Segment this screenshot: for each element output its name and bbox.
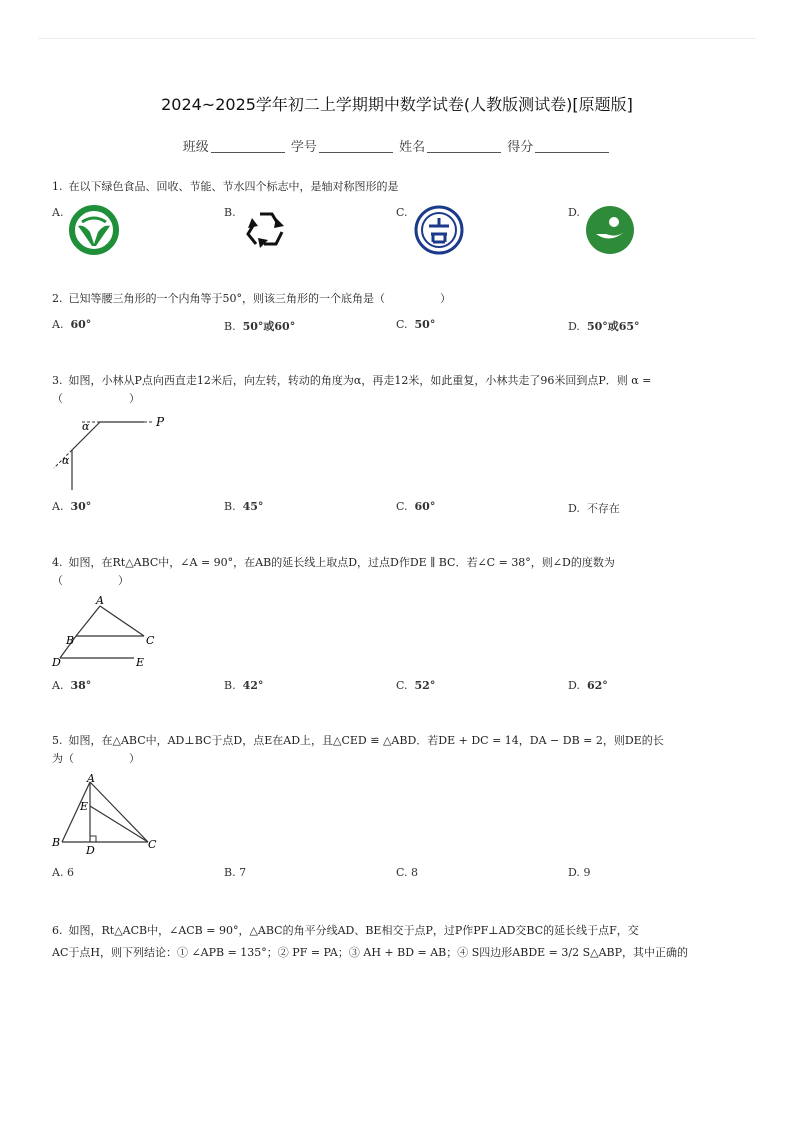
option-value: 不存在 (586, 502, 620, 515)
answer-blank: （ ） (52, 392, 140, 405)
option-value: 45° (242, 500, 264, 513)
name-blank[interactable] (427, 152, 501, 153)
question-6 (52, 920, 742, 964)
question-number: 5. (52, 734, 63, 747)
answer-blank: （ ） (52, 574, 129, 587)
option-value: 50° (414, 318, 436, 331)
point-e-label: E (136, 656, 145, 669)
option-d[interactable] (568, 866, 590, 879)
point-c-label: C (148, 838, 157, 851)
page-title: 2024~2025学年初二上学期期中数学试卷(人教版测试卷)[原题版] (161, 95, 633, 114)
option-value: 62° (586, 679, 608, 692)
header-divider (38, 38, 756, 39)
option-label: C. (396, 866, 408, 879)
question-number: 6. (52, 924, 63, 937)
alpha-label-top: α (82, 420, 90, 433)
option-c[interactable] (396, 500, 435, 513)
option-value: 52° (414, 679, 436, 692)
energy-saving-logo-icon (413, 204, 465, 256)
option-label: C. (396, 679, 408, 692)
option-b[interactable]: B. (224, 206, 236, 219)
point-a-label: A (96, 594, 104, 607)
option-value: 38° (70, 679, 92, 692)
option-b[interactable] (224, 866, 246, 879)
triangle-abc-altitude-figure (50, 772, 160, 858)
question-number: 4. (52, 556, 63, 569)
option-label: D. (568, 502, 580, 515)
option-value: 60° (414, 500, 436, 513)
option-a[interactable] (52, 500, 91, 513)
option-value: 7 (239, 866, 247, 879)
student-info-line (0, 136, 794, 155)
option-b[interactable] (224, 500, 263, 513)
question-text: 如图，小林从P点向西直走12米后，向左转，转动的角度为α，再走12米，如此重复，小林共走了96米回到点P．则 α = (68, 374, 652, 387)
question-text: 如图，Rt△ACB中，∠ACB = 90°，△ABC的角平分线AD、BE相交于点P，过P作PF⊥AD交BC的延长线于点F，交 (68, 924, 639, 937)
point-a-label: A (87, 772, 95, 785)
point-b-label: B (66, 634, 75, 647)
student-id-blank[interactable] (319, 152, 393, 153)
option-label: B. (224, 679, 236, 692)
option-label: A. (52, 318, 64, 331)
option-label: D. (568, 866, 580, 879)
option-d[interactable] (568, 500, 620, 516)
class-blank[interactable] (211, 152, 285, 153)
walking-path-figure (50, 410, 180, 494)
triangle-abc-de-figure (50, 594, 160, 670)
option-value: 30° (70, 500, 92, 513)
question-text-continued: AC于点H，则下列结论：① ∠APB = 135°；② PF = PA；③ AH + BD = AB；④ S四边形ABDE = 3/2 S△ABP，其中正确的 (52, 946, 689, 959)
option-label: A. (52, 679, 64, 692)
point-d-label: D (86, 844, 95, 857)
question-text: 如图，在Rt△ABC中，∠A = 90°，在AB的延长线上取点D，过点D作DE ∥ BC．若∠C = 38°，则∠D的度数为 (68, 556, 615, 569)
question-2 (52, 290, 742, 308)
question-text: 如图，在△ABC中，AD⊥BC于点D，点E在AD上，且△CED ≌ △ABD．若DE + DC = 14，DA − DB = 2，则DE的长 (68, 734, 664, 747)
recycle-logo-icon (240, 204, 292, 256)
option-a[interactable]: A. (52, 206, 64, 219)
answer-blank: 为（ ） (52, 752, 140, 765)
green-food-logo-icon (68, 204, 120, 256)
option-value: 8 (411, 866, 419, 879)
option-d[interactable] (568, 679, 608, 692)
option-value: 42° (242, 679, 264, 692)
option-label: D. (568, 320, 580, 333)
question-1 (52, 178, 742, 196)
alpha-label-left: α (62, 454, 70, 467)
option-c[interactable] (396, 679, 435, 692)
question-number: 2. (52, 292, 63, 305)
option-value: 50°或65° (586, 320, 640, 333)
class-label: 班级 (182, 140, 209, 155)
option-c[interactable] (396, 866, 418, 879)
point-b-label: B (52, 836, 61, 849)
option-label: A. (52, 500, 64, 513)
option-label: B. (224, 320, 236, 333)
option-b[interactable] (224, 679, 263, 692)
option-value: 60° (70, 318, 92, 331)
option-a[interactable] (52, 866, 74, 879)
option-c[interactable]: C. (396, 206, 408, 219)
option-value: 9 (583, 866, 591, 879)
option-label: D. (568, 679, 580, 692)
option-label: C. (396, 500, 408, 513)
option-a[interactable] (52, 679, 91, 692)
question-text: 已知等腰三角形的一个内角等于50°，则该三角形的一个底角是（ ） (68, 292, 451, 305)
student-id-label: 学号 (290, 140, 317, 155)
option-label: B. (224, 866, 236, 879)
point-d-label: D (52, 656, 61, 669)
score-label: 得分 (507, 140, 534, 155)
option-c[interactable] (396, 318, 435, 331)
option-value: 50°或60° (242, 320, 296, 333)
question-4 (52, 554, 742, 590)
point-p-label: P (156, 415, 165, 429)
question-number: 3. (52, 374, 63, 387)
option-label: C. (396, 318, 408, 331)
name-label: 姓名 (399, 140, 426, 155)
question-5 (52, 732, 742, 768)
water-saving-logo-icon (584, 204, 636, 256)
point-c-label: C (146, 634, 155, 647)
option-value: 6 (66, 866, 74, 879)
option-label: A. (52, 866, 64, 879)
point-e-label: E (80, 800, 89, 813)
option-label: B. (224, 500, 236, 513)
option-a[interactable] (52, 318, 91, 331)
option-b[interactable] (224, 318, 295, 334)
option-d[interactable]: D. (568, 206, 580, 219)
option-d[interactable] (568, 318, 640, 334)
question-text: 在以下绿色食品、回收、节能、节水四个标志中，是轴对称图形的是 (68, 180, 399, 193)
score-blank[interactable] (535, 152, 609, 153)
question-3 (52, 372, 742, 408)
question-number: 1. (52, 180, 63, 193)
